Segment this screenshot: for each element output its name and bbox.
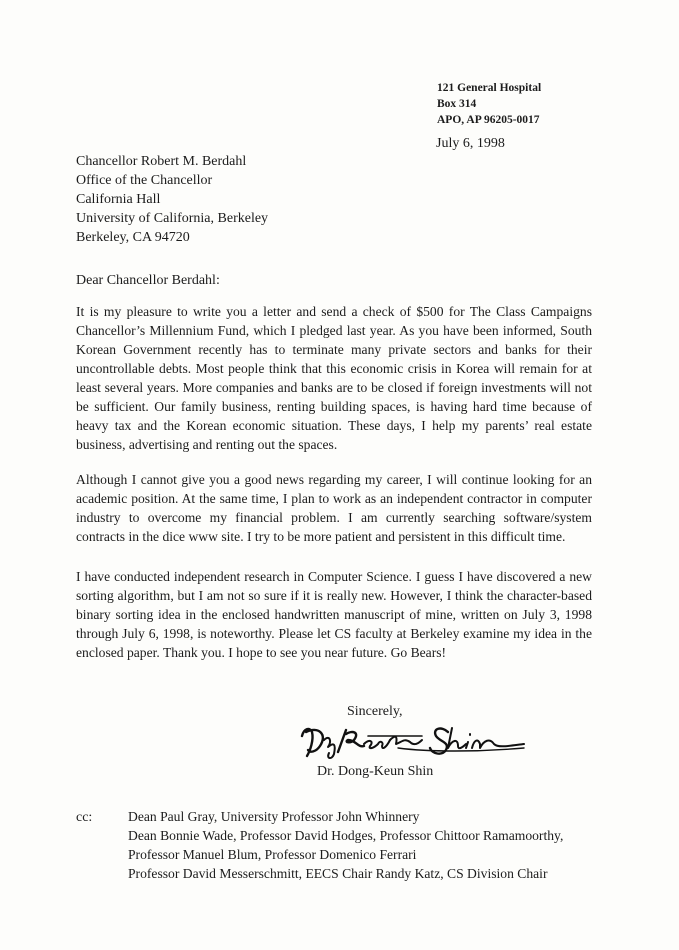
body-paragraph: I have conducted independent research in Computer Science. I guess I have discovered a new sorting algorithm, but I am not so sure if it is really new. However, I think the character-based binary sorting idea in the enclosed handwritten manuscript of mine, written on July 3, 1998 through July 6, 1998, is noteworthy. Please let CS faculty at Berkeley examine my idea in the enclosed paper. Thank you. I hope to see you near future. Go Bears! — [76, 569, 592, 660]
sender-address-line: APO, AP 96205-0017 — [437, 114, 540, 126]
letter-date: July 6, 1998 — [436, 136, 505, 151]
sender-address-line: Box 314 — [437, 98, 477, 110]
recipient-line: California Hall — [76, 192, 161, 207]
signer-name: Dr. Dong-Keun Shin — [317, 764, 434, 779]
cc-line: Dean Paul Gray, University Professor John Whinnery — [128, 809, 420, 824]
recipient-line: Chancellor Robert M. Berdahl — [76, 154, 247, 169]
recipient-address — [76, 152, 268, 247]
salutation: Dear Chancellor Berdahl: — [76, 273, 220, 288]
cc-line: Professor Manuel Blum, Professor Domenico Ferrari — [128, 847, 417, 862]
cc-list — [128, 807, 563, 883]
cc-label: cc: — [76, 810, 93, 825]
body-paragraph: Although I cannot give you a good news regarding my career, I will continue looking for an academic position. At the same time, I plan to work as an independent contractor in computer industry to overcome my financial problem. I am currently searching software/system contracts in the dice www site. I try to be more patient and persistent in this difficult time. — [76, 472, 592, 544]
handwritten-signature — [298, 718, 528, 764]
closing: Sincerely, — [347, 704, 403, 719]
cc-line: Dean Bonnie Wade, Professor David Hodges, Professor Chittoor Ramamoorthy, — [128, 828, 564, 843]
sender-address — [437, 80, 541, 128]
cc-line: Professor David Messerschmitt, EECS Chair Randy Katz, CS Division Chair — [128, 866, 548, 881]
recipient-line: University of California, Berkeley — [76, 211, 269, 226]
recipient-line: Berkeley, CA 94720 — [76, 230, 190, 245]
recipient-line: Office of the Chancellor — [76, 173, 213, 188]
body-paragraph: It is my pleasure to write you a letter and send a check of $500 for The Class Campaigns Chancellor’s Millennium Fund, which I pledged last year. As you have been informed, South Korean Government recently has to terminate many private sectors and banks for their uncontrollable debts. Most people think that this economic crisis in Korea will remain for at least several years. More companies and banks are to be closed if foreign investments will not be sufficient. Our family business, renting building spaces, is having hard time because of heavy tax and the Korean economic situation. These days, I help my parents’ real estate business, advertising and renting out the spaces. — [76, 304, 592, 452]
sender-address-line: 121 General Hospital — [437, 82, 542, 94]
